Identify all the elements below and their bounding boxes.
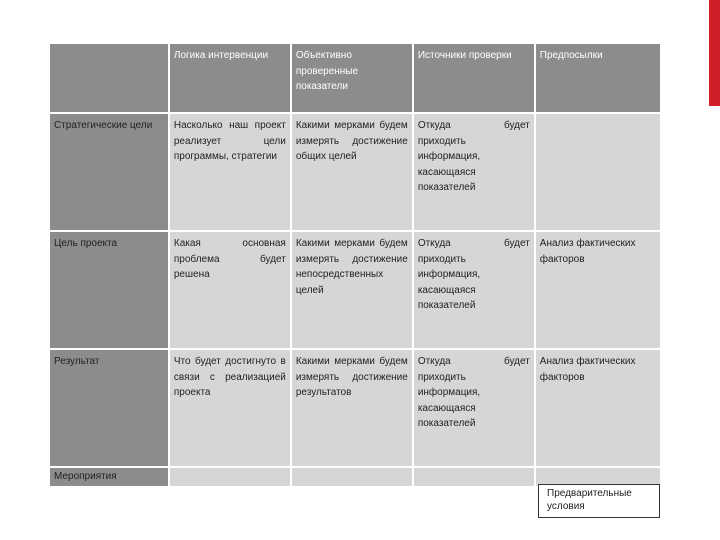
table-cell: Какими мерками будем измерять достижение непосредственных целей — [291, 231, 413, 349]
table-cell: Анализ фактических факторов — [535, 231, 661, 349]
header-intervention-logic: Логика интервенции — [169, 43, 291, 113]
table-row — [49, 349, 661, 467]
preconditions-note: Предварительные условия — [538, 484, 660, 518]
table-cell: Какими мерками будем измерять достижение общих целей — [291, 113, 413, 231]
table-cell — [169, 467, 291, 487]
header-verification-sources: Источники проверки — [413, 43, 535, 113]
table-row — [49, 231, 661, 349]
table-cell: Какими мерками будем измерять достижение результатов — [291, 349, 413, 467]
table-cell — [413, 467, 535, 487]
table-cell — [535, 113, 661, 231]
row-label-result: Результат — [49, 349, 169, 467]
table-cell: Анализ фактических факторов — [535, 349, 661, 467]
table-cell: Откуда будет приходить информация, касающаяся показателей — [413, 113, 535, 231]
header-corner — [49, 43, 169, 113]
table-cell: Какая основная проблема будет решена — [169, 231, 291, 349]
logframe-table — [48, 42, 662, 488]
table-cell: Насколько наш проект реализует цели программы, стратегии — [169, 113, 291, 231]
header-assumptions: Предпосылки — [535, 43, 661, 113]
table-cell: Откуда будет приходить информация, касающаяся показателей — [413, 349, 535, 467]
table-cell — [291, 467, 413, 487]
row-label-activities: Мероприятия — [49, 467, 169, 487]
table-cell: Откуда будет приходить информация, касающаяся показателей — [413, 231, 535, 349]
table-cell: Что будет достигнуто в связи с реализацией проекта — [169, 349, 291, 467]
accent-bar — [709, 0, 720, 106]
row-label-strategic-goals: Стратегические цели — [49, 113, 169, 231]
table-row — [49, 113, 661, 231]
header-row — [49, 43, 661, 113]
header-indicators: Объективно проверенные показатели — [291, 43, 413, 113]
row-label-project-goal: Цель проекта — [49, 231, 169, 349]
